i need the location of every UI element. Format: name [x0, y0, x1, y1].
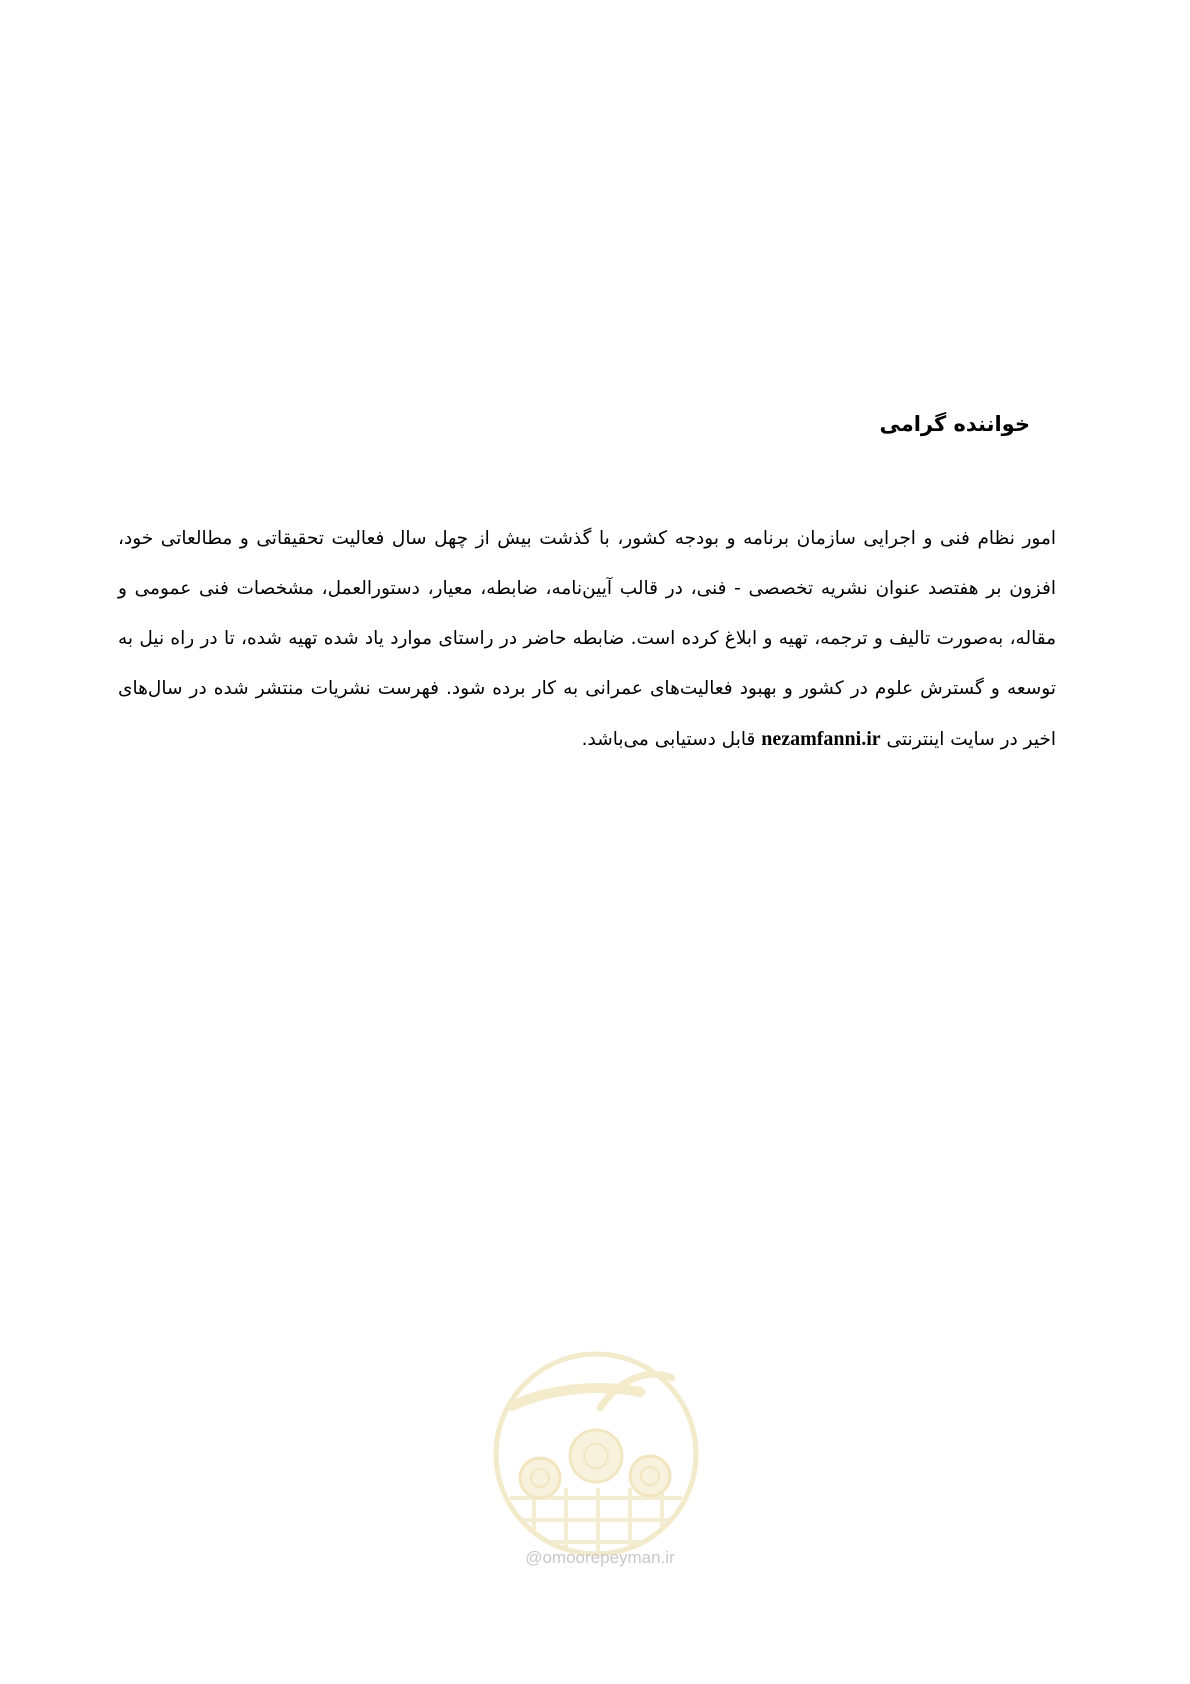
watermark-url: @omoorepeyman.ir — [525, 1548, 675, 1567]
paragraph-text-after-site: قابل دستیابی می‌باشد. — [581, 729, 756, 750]
intro-paragraph — [118, 514, 1056, 765]
page-heading: خواننده گرامی — [879, 412, 1030, 436]
website-link[interactable]: nezamfanni.ir — [761, 728, 881, 750]
paragraph-text-before-site: امور نظام فنی و اجرایی سازمان برنامه و بودجه کشور، با گذشت بیش از چهل سال فعالیت تحقیقاتی و مطالعاتی خود، افزون بر هفتصد عنوان نشریه تخصصی - فنی، در قالب آیین‌نامه، ضابطه، معیار، دستورالعمل، مشخصات فنی عمومی و مقاله، به‌صورت تالیف و ترجمه، تهیه و ابلاغ کرده است. ضابطه حاضر در راستای موارد یاد شده تهیه شده، تا در راه نیل به توسعه و گسترش علوم در کشور و بهبود فعالیت‌های عمرانی به کار برده شود. فهرست نشریات منتشر شده در سال‌های اخیر در سایت اینترنتی — [118, 528, 1056, 750]
